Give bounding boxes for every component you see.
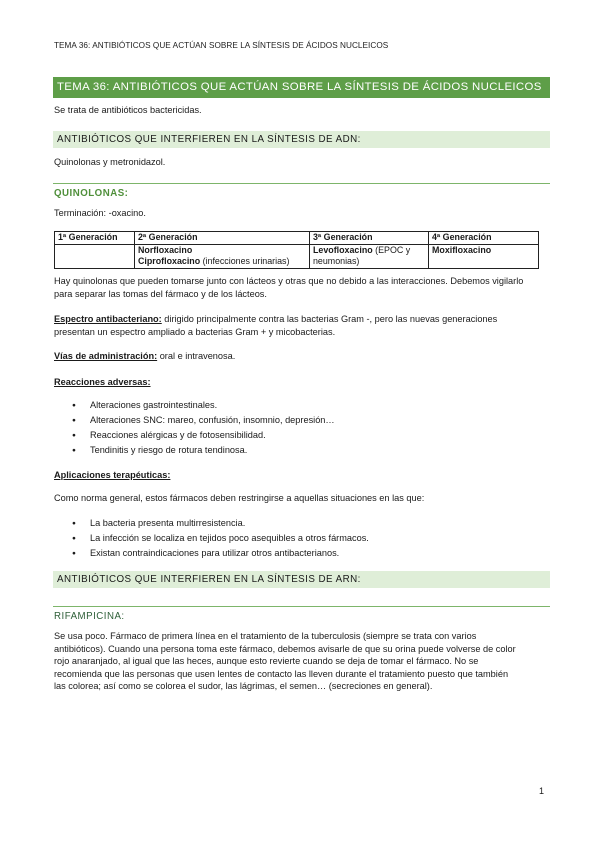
aplicaciones-list <box>72 516 369 561</box>
page-number: 1 <box>539 786 545 796</box>
generations-table <box>54 231 539 269</box>
lacteos-paragraph <box>54 275 546 300</box>
list-item: ● Alteraciones SNC: mareo, confusión, insomnio, depresión… <box>72 413 335 428</box>
levofloxacino-note-b: neumonias) <box>313 256 360 266</box>
aplicaciones-label: Aplicaciones terapéuticas: <box>54 470 171 480</box>
aplicaciones-label-line <box>54 469 546 482</box>
drug-moxifloxacino: Moxifloxacino <box>432 244 492 255</box>
espectro-paragraph <box>54 313 546 338</box>
reacciones-list <box>72 398 335 458</box>
list-item: ● La infección se localiza en tejidos poco asequibles a otros fármacos. <box>72 531 369 546</box>
rifampicina-line: Se usa poco. Fármaco de primera línea en el tratamiento de la tuberculosis (siempre se trata con varios <box>54 631 477 641</box>
section-adn-heading: ANTIBIÓTICOS QUE INTERFIEREN EN LA SÍNTESIS DE ADN: <box>57 134 361 145</box>
reacciones-label: Reacciones adversas: <box>54 377 151 387</box>
section-adn <box>53 131 550 148</box>
divider <box>53 183 550 184</box>
drug-ciprofloxacino: Ciprofloxacino <box>138 256 201 266</box>
lacteos-line: para separar las tomas del fármaco y de los lácteos. <box>54 288 267 299</box>
list-item: ● Tendinitis y riesgo de rotura tendinosa. <box>72 443 335 458</box>
rifampicina-heading: RIFAMPICINA: <box>54 611 125 622</box>
rifampicina-line: antibióticos). Cuando una persona toma este fármaco, debemos avisarle de que su orina puede volverse de color <box>54 643 516 654</box>
vias-label: Vías de administración: <box>54 351 158 361</box>
divider <box>53 606 550 607</box>
drug-norfloxacino: Norfloxacino <box>138 244 193 255</box>
table-cell-gen3 <box>310 244 429 268</box>
table-cell-gen4 <box>429 244 539 268</box>
list-item: ● Alteraciones gastrointestinales. <box>72 398 335 413</box>
termination-text: Terminación: -oxacino. <box>54 208 146 218</box>
list-item: ● Existan contraindicaciones para utilizar otros antibacterianos. <box>72 546 369 561</box>
section-arn-heading: ANTIBIÓTICOS QUE INTERFIEREN EN LA SÍNTESIS DE ARN: <box>57 574 361 585</box>
table-cell-gen2 <box>135 244 310 268</box>
running-header: TEMA 36: ANTIBIÓTICOS QUE ACTÚAN SOBRE LA SÍNTESIS DE ÁCIDOS NUCLEICOS <box>54 41 389 50</box>
lacteos-line: Hay quinolonas que pueden tomarse junto con lácteos y otras que no debido a las interacciones. Debemos vigilarlo <box>54 276 524 286</box>
table-header-gen4: 4ª Generación <box>429 232 539 245</box>
espectro-text-line2: presentan un espectro ampliado a bacterias Gram + y micobacterias. <box>54 326 336 337</box>
rifampicina-line: recomienda que las personas que usen lentes de contacto las lleven durante el tratamiento puesto que también <box>54 668 509 679</box>
table-header-gen2: 2ª Generación <box>135 232 310 245</box>
vias-text: oral e intravenosa. <box>157 351 236 361</box>
list-item: ● La bacteria presenta multirresistencia. <box>72 516 369 531</box>
page-title: TEMA 36: ANTIBIÓTICOS QUE ACTÚAN SOBRE LA SÍNTESIS DE ÁCIDOS NUCLEICOS <box>57 81 542 93</box>
rifampicina-line: las colorea; así como se colorea el sudor, las lágrimas, el semen… (secreciones en general). <box>54 681 433 692</box>
table-cell-gen1 <box>55 244 135 268</box>
rifampicina-paragraph <box>54 630 546 693</box>
title-bar <box>53 77 550 98</box>
reacciones-label-line <box>54 376 546 389</box>
quinolonas-heading: QUINOLONAS: <box>54 188 129 199</box>
ciprofloxacino-note: (infecciones urinarias) <box>200 256 290 266</box>
adn-text: Quinolonas y metronidazol. <box>54 157 166 167</box>
espectro-label: Espectro antibacteriano: <box>54 314 162 324</box>
list-item: ● Reacciones alérgicas y de fotosensibilidad. <box>72 428 335 443</box>
section-arn <box>53 571 550 588</box>
table-header-gen1: 1ª Generación <box>55 232 135 245</box>
table-header-gen3: 3ª Generación <box>310 232 429 245</box>
table-header-row <box>55 232 539 245</box>
levofloxacino-note-a: (EPOC y <box>372 244 411 255</box>
rifampicina-line: rojo anaranjado, al igual que las heces, aunque esto revierte cuando se deja de tomar el fármaco. No se <box>54 656 479 667</box>
aplicaciones-intro: Como norma general, estos fármacos deben restringirse a aquellas situaciones en las que: <box>54 493 425 503</box>
espectro-text: dirigido principalmente contra las bacterias Gram -, pero las nuevas generaciones <box>161 314 498 324</box>
table-row <box>55 244 539 268</box>
vias-paragraph <box>54 350 546 363</box>
drug-levofloxacino: Levofloxacino <box>313 244 373 255</box>
intro-text: Se trata de antibióticos bactericidas. <box>54 105 202 115</box>
